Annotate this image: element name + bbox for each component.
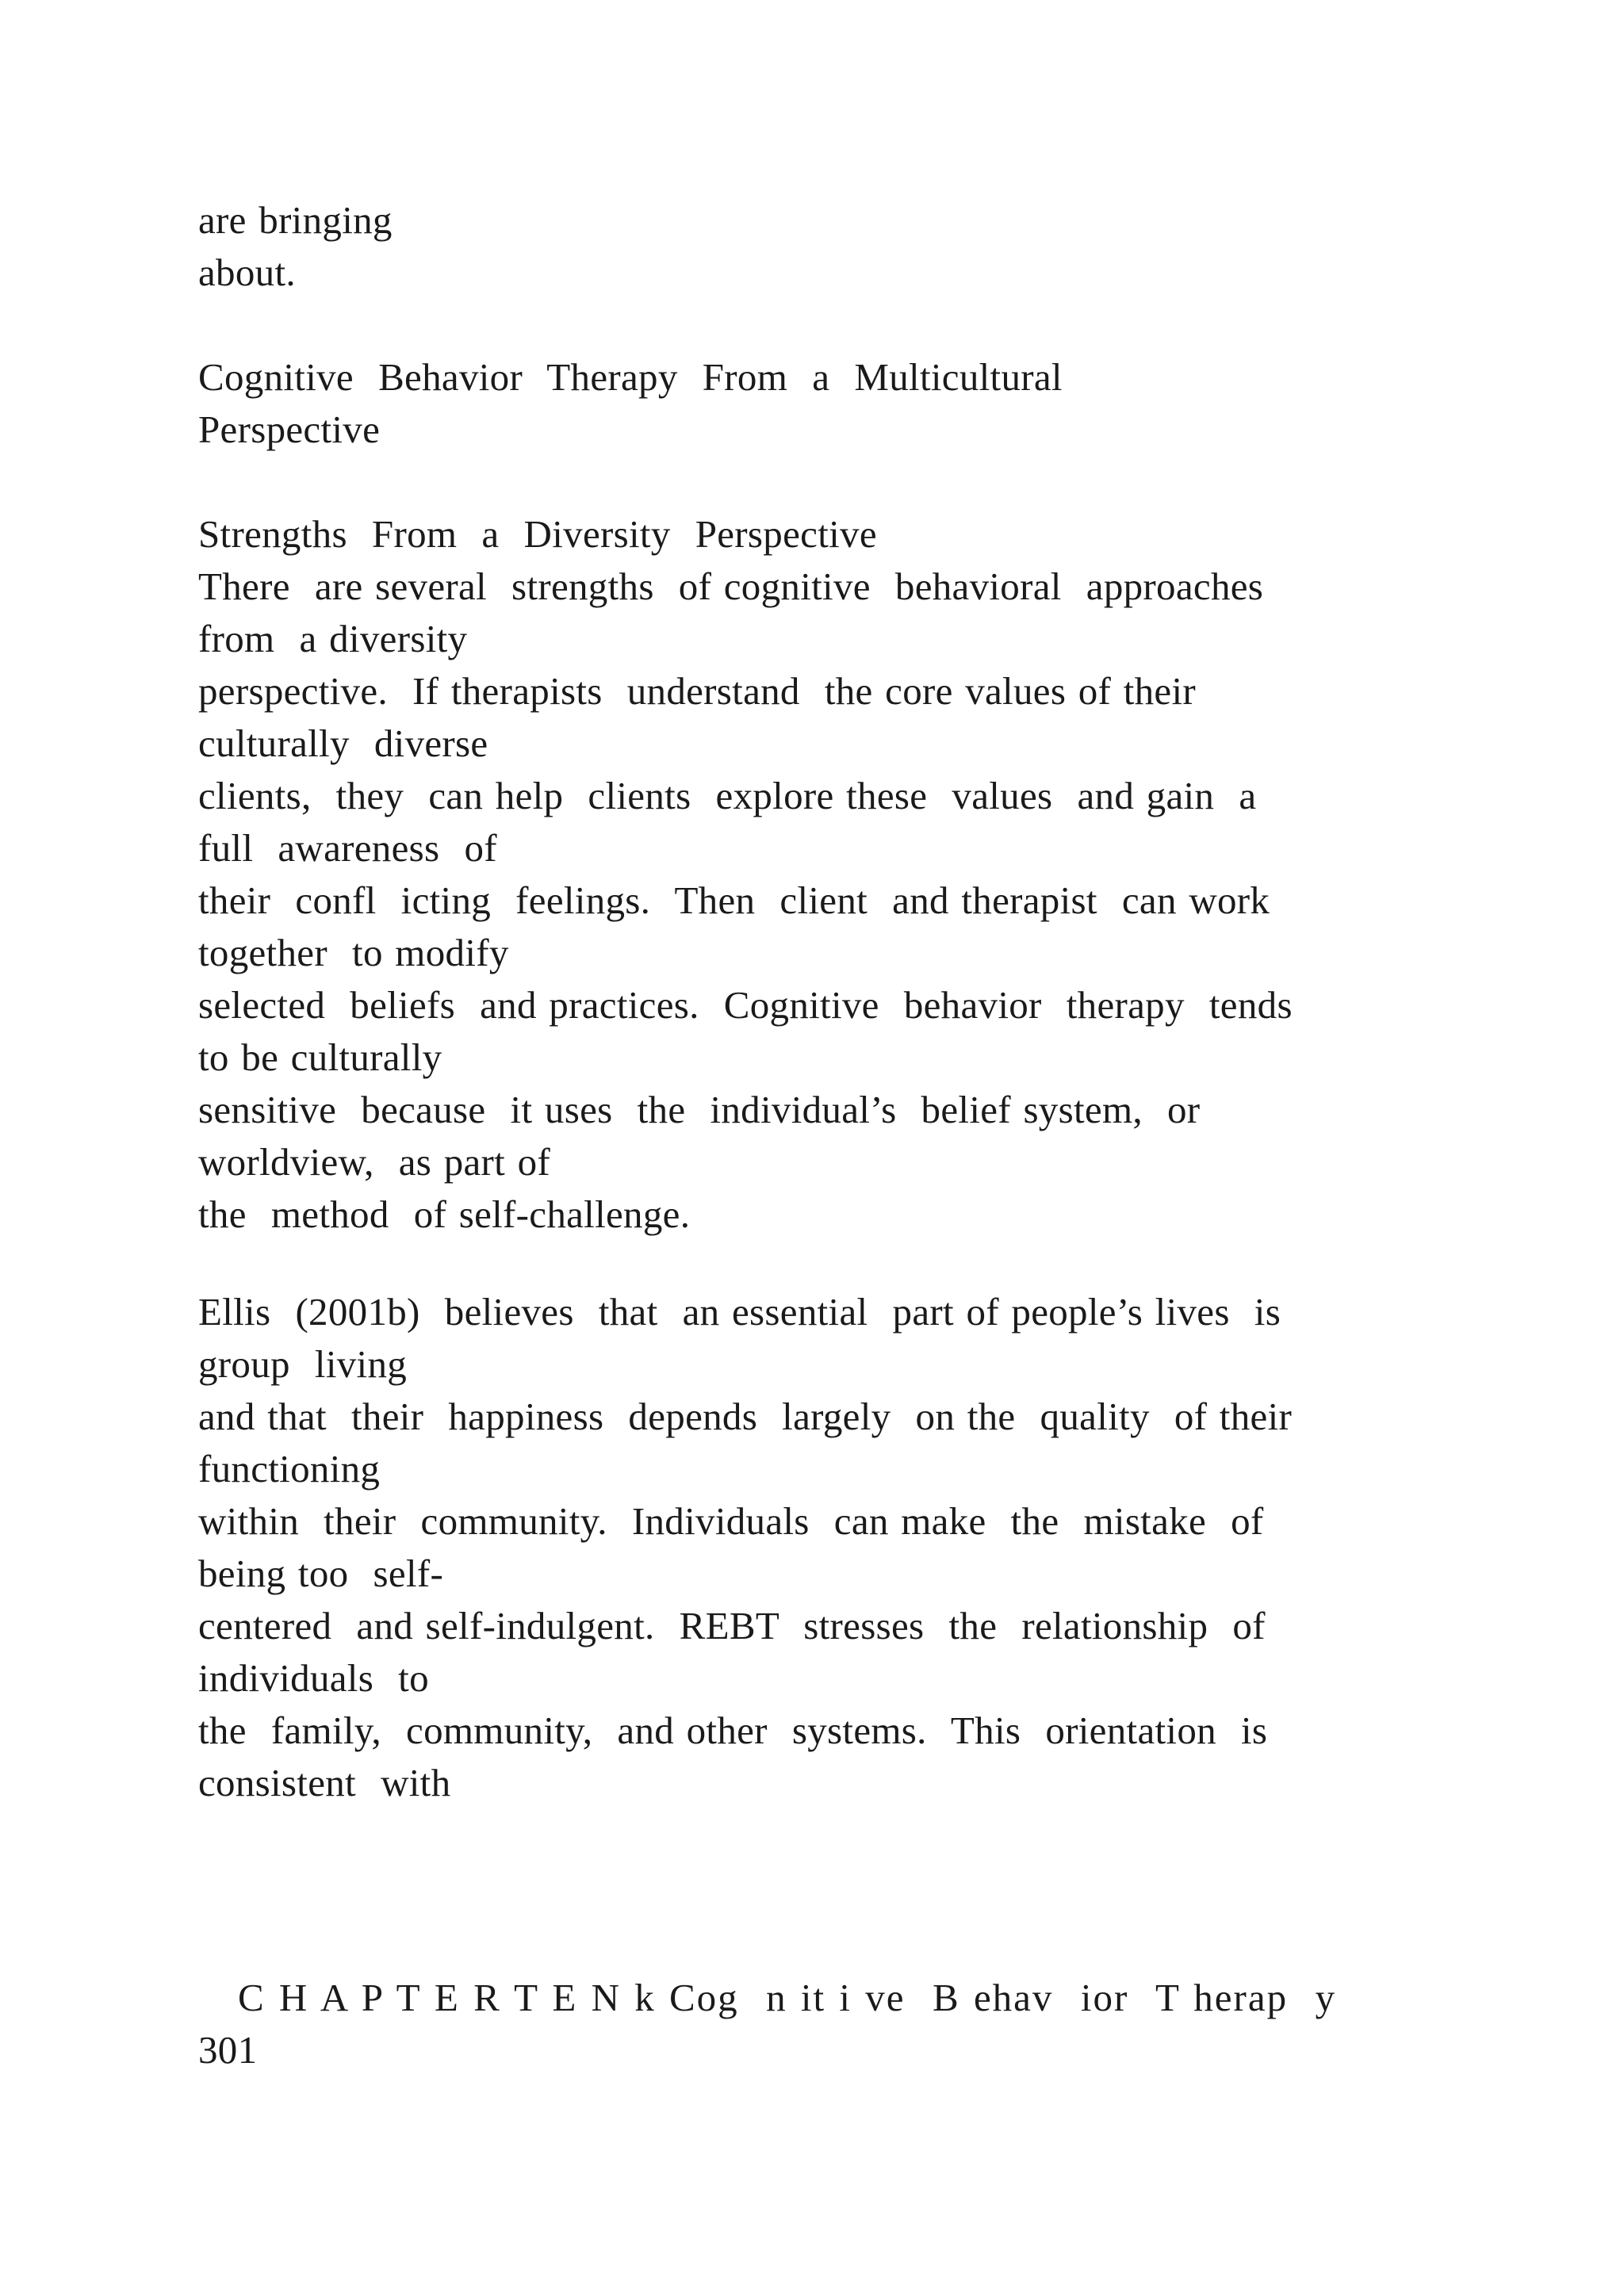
text-line: from a diversity (198, 617, 468, 660)
text-line: the family, community, and other systems. This orientation is (198, 1709, 1268, 1752)
ellis-paragraph (198, 1286, 1507, 1809)
text-line: consistent with (198, 1761, 451, 1804)
section-heading (198, 351, 1507, 456)
intro-paragraph (198, 194, 1507, 299)
text-line: sensitive because it uses the individual’s belief system, or (198, 1088, 1201, 1131)
text-line: culturally diverse (198, 721, 488, 765)
text-line: together to modify (198, 931, 509, 974)
page-number: 301 (198, 2028, 258, 2072)
text-line: to be culturally (198, 1035, 442, 1079)
text-line: their confl icting feelings. Then client and therapist can work (198, 878, 1270, 922)
running-title: C H A P T E R T E N k Cog n it i ve B ehav ior T herap y (238, 1976, 1337, 2019)
strengths-paragraph (198, 508, 1507, 1241)
text-line: full awareness of (198, 826, 497, 870)
subheading-line: Strengths From a Diversity Perspective (198, 512, 877, 556)
text-line: about. (198, 251, 296, 294)
text-line: worldview, as part of (198, 1140, 551, 1184)
text-line: the method of self-challenge. (198, 1192, 691, 1236)
text-line: centered and self-indulgent. REBT stresses the relationship of (198, 1604, 1266, 1647)
text-line: functioning (198, 1447, 381, 1490)
heading-line: Cognitive Behavior Therapy From a Multicultural (198, 355, 1063, 399)
text-line: Ellis (2001b) believes that an essential part of people’s lives is (198, 1290, 1281, 1334)
text-line: and that their happiness depends largely on the quality of their (198, 1395, 1293, 1438)
text-line: group living (198, 1342, 408, 1386)
text-line: are bringing (198, 198, 393, 242)
heading-line: Perspective (198, 408, 381, 451)
text-line: being too self- (198, 1552, 444, 1595)
text-line: within their community. Individuals can make the mistake of (198, 1499, 1264, 1543)
text-line: selected beliefs and practices. Cognitive behavior therapy tends (198, 983, 1293, 1027)
text-line: perspective. If therapists understand the core values of their (198, 669, 1196, 713)
text-line: individuals to (198, 1656, 429, 1700)
page-footer (198, 1972, 1507, 2076)
text-line: There are several strengths of cognitive behavioral approaches (198, 564, 1264, 608)
text-line: clients, they can help clients explore these values and gain a (198, 774, 1257, 817)
